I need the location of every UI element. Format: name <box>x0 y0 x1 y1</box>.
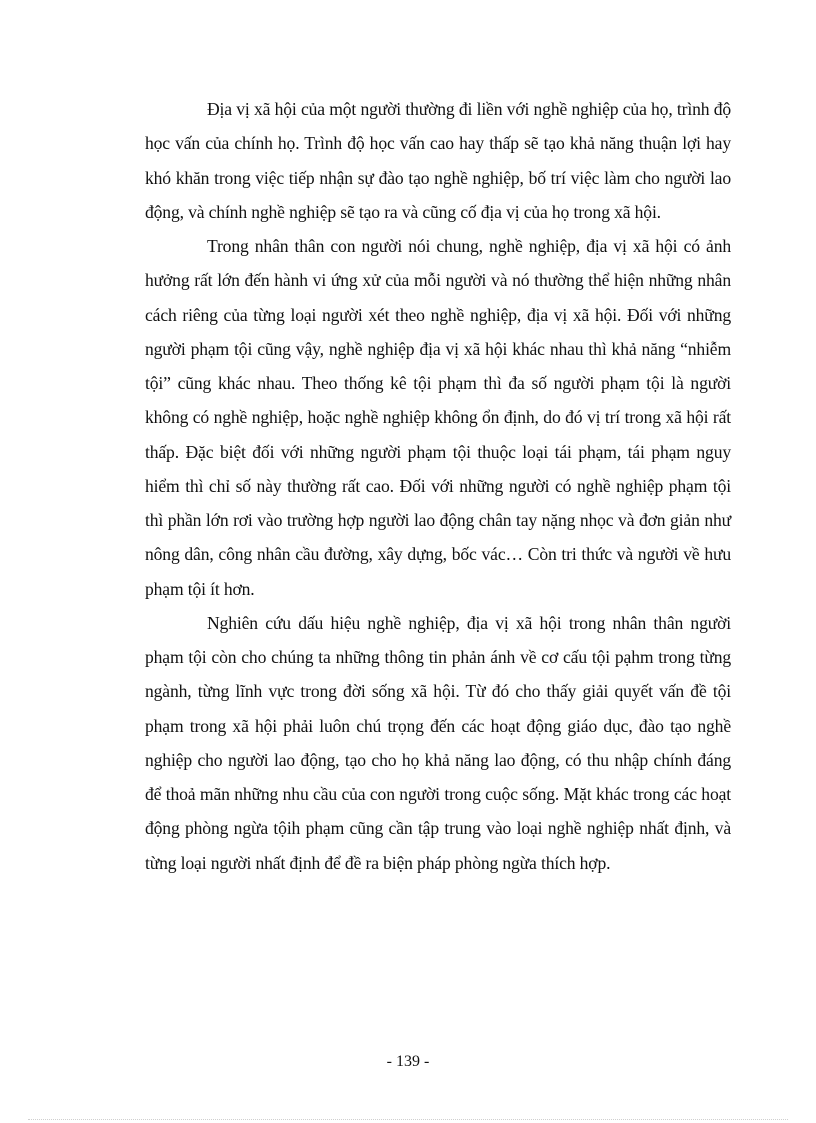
page-bottom-divider <box>28 1119 788 1120</box>
body-text <box>145 92 731 880</box>
page-number: - 139 - <box>386 1053 430 1070</box>
paragraph-research-prevention: Nghiên cứu dấu hiệu nghề nghiệp, địa vị xã hội trong nhân thân người phạm tội còn cho chúng ta những thông tin phản ánh về cơ cấu tội pạhm trong từng ngành, từng lĩnh vực trong đời sống xã hội. Từ đó cho thấy giải quyết vấn đề tội phạm trong xã hội phải luôn chú trọng đến các hoạt động giáo dục, đào tạo nghề nghiệp cho người lao động, tạo cho họ khả năng lao động, có thu nhập chính đáng để thoả mãn những nhu cầu của con người trong cuộc sống. Mặt khác trong các hoạt động phòng ngừa tộih phạm cũng cần tập trung vào loại nghề nghiệp nhất định, và từng loại người nhất định để đề ra biện pháp phòng ngừa thích hợp. <box>145 612 731 873</box>
paragraph-occupation-offenders: Trong nhân thân con người nói chung, nghề nghiệp, địa vị xã hội có ảnh hưởng rất lớn đến hành vi ứng xử của mỗi người và nó thường thể hiện những nhân cách riêng của từng loại người xét theo nghề nghiệp, địa vị xã hội. Đối với những người phạm tội cũng vậy, nghề nghiệp địa vị xã hội khác nhau thì khả năng “nhiễm tội” cũng khác nhau. Theo thống kê tội phạm thì đa số người phạm tội là người không có nghề nghiệp, hoặc nghề nghiệp không ổn định, do đó vị trí trong xã hội rất thấp. Đặc biệt đối với những người phạm tội thuộc loại tái phạm, tái phạm nguy hiểm thì chỉ số này thường rất cao. Đối với những người có nghề nghiệp phạm tội thì phần lớn rơi vào trường hợp người lao động chân tay nặng nhọc và đơn giản như nông dân, công nhân cầu đường, xây dựng, bốc vác… Còn tri thức và người về hưu phạm tội ít hơn. <box>145 236 731 599</box>
paragraph-occupation-status: Địa vị xã hội của một người thường đi liền với nghề nghiệp của họ, trình độ học vấn của chính họ. Trình độ học vấn cao hay thấp sẽ tạo khả năng thuận lợi hay khó khăn trong việc tiếp nhận sự đào tạo nghề nghiệp, bố trí việc làm cho người lao động, và chính nghề nghiệp sẽ tạo ra và cũng cố địa vị của họ trong xã hội. <box>145 99 731 222</box>
